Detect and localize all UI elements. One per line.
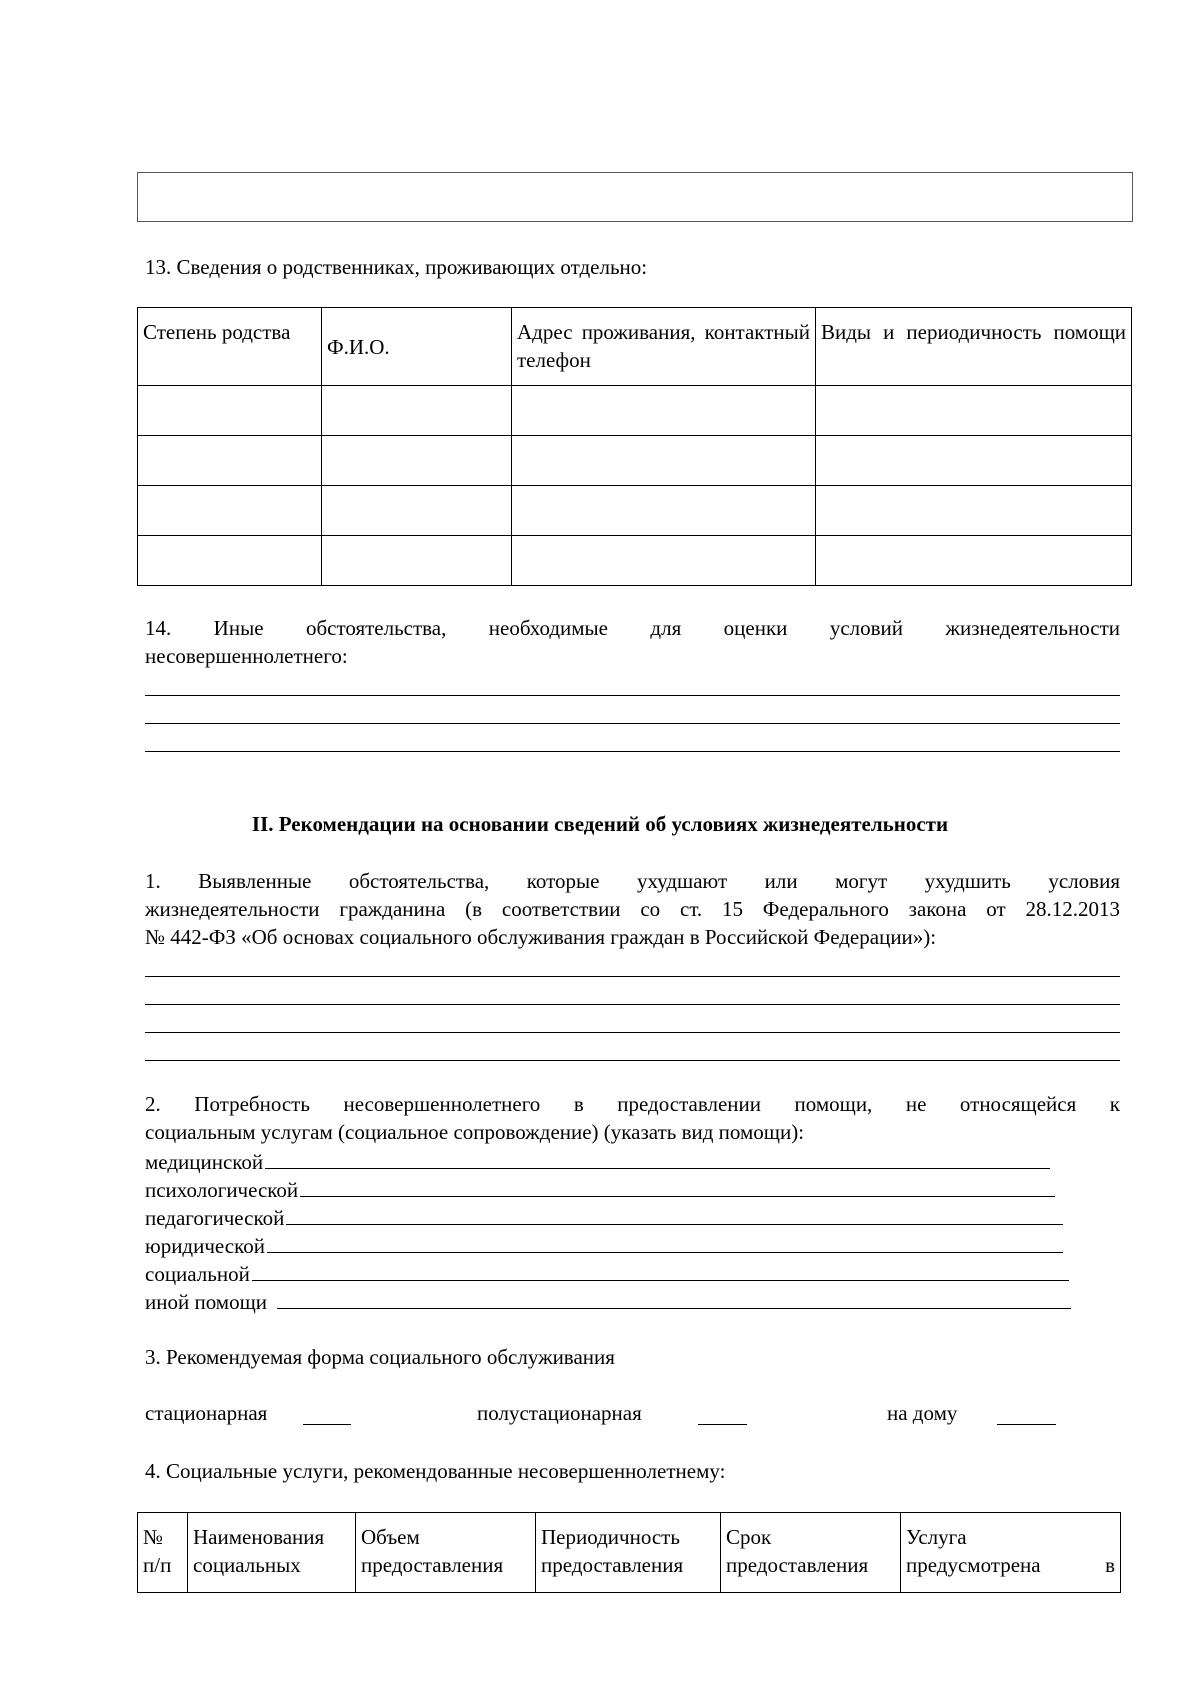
table-cell[interactable] xyxy=(816,536,1132,586)
help-label: иной помощи xyxy=(145,1290,268,1314)
section-14-text xyxy=(145,614,1120,670)
table-cell[interactable] xyxy=(138,436,322,486)
table-row xyxy=(138,536,1132,586)
header-cell-number: № п/п xyxy=(138,1513,188,1593)
answer-line[interactable] xyxy=(145,1032,1120,1033)
item-2-line-2: социальным услугам (социальное сопровождение) (указать вид помощи): xyxy=(145,1120,805,1144)
help-row-legal xyxy=(145,1231,1063,1259)
header-cell-address: Адрес проживания, контактный телефон xyxy=(512,308,816,386)
help-row-medical xyxy=(145,1147,1050,1175)
help-row-social xyxy=(145,1259,1069,1287)
table-cell[interactable] xyxy=(816,436,1132,486)
empty-field-box[interactable] xyxy=(137,172,1133,222)
answer-line[interactable] xyxy=(145,976,1120,977)
answer-line[interactable] xyxy=(145,1004,1120,1005)
item-1-line-1: 1. Выявленные обстоятельства, которые ухудшают или могут ухудшить условия xyxy=(145,869,1120,893)
services-table-header xyxy=(138,1513,1121,1593)
fill-line[interactable] xyxy=(300,1196,1055,1197)
header-cell-volume: Объем предоставления xyxy=(356,1513,536,1593)
header-cell-service-provided: Услуга предусмотрена в xyxy=(901,1513,1121,1593)
table-cell[interactable] xyxy=(322,486,512,536)
table-cell[interactable] xyxy=(322,386,512,436)
help-label: педагогической xyxy=(145,1206,285,1230)
table-cell[interactable] xyxy=(512,486,816,536)
table-cell[interactable] xyxy=(816,486,1132,536)
table-row xyxy=(138,436,1132,486)
header-cell-help: Виды и периодичность помощи xyxy=(816,308,1132,386)
help-label: социальной xyxy=(145,1262,250,1286)
fill-line[interactable] xyxy=(267,1252,1063,1253)
item-1-line-2: жизнедеятельности гражданина (в соответствии со ст. 15 Федерального закона от 28.12.2013 xyxy=(145,897,1120,921)
header-cell-kinship: Степень родства xyxy=(138,308,322,386)
section-13-title: 13. Сведения о родственниках, проживающих отдельно: xyxy=(145,255,648,279)
table-cell[interactable] xyxy=(512,386,816,436)
answer-line[interactable] xyxy=(145,723,1120,724)
table-cell[interactable] xyxy=(322,536,512,586)
section-14-line-2: несовершеннолетнего: xyxy=(145,644,348,668)
services-table xyxy=(137,1512,1121,1593)
header-cell-term: Срок предоставления xyxy=(721,1513,901,1593)
help-label: психологической xyxy=(145,1178,299,1202)
table-cell[interactable] xyxy=(816,386,1132,436)
form-option-inpatient: стационарная xyxy=(145,1401,268,1425)
header-cell-frequency: Периодичность предоставления xyxy=(536,1513,721,1593)
help-row-other xyxy=(145,1287,1071,1315)
answer-line[interactable] xyxy=(145,1060,1120,1061)
relatives-table xyxy=(137,307,1132,586)
table-cell[interactable] xyxy=(138,486,322,536)
table-cell[interactable] xyxy=(138,536,322,586)
table-cell[interactable] xyxy=(322,436,512,486)
table-row xyxy=(138,486,1132,536)
form-option-home-field[interactable] xyxy=(997,1424,1056,1425)
item-2-line-1: 2. Потребность несовершеннолетнего в предоставлении помощи, не относящейся к xyxy=(145,1092,1120,1116)
item-1-text xyxy=(145,867,1120,951)
header-cell-name: Ф.И.О. xyxy=(322,308,512,386)
form-option-inpatient-field[interactable] xyxy=(303,1424,351,1425)
form-option-semi-inpatient: полустационарная xyxy=(477,1401,642,1425)
form-option-home: на дому xyxy=(887,1401,958,1425)
fill-line[interactable] xyxy=(277,1308,1071,1309)
part-2-heading: II. Рекомендации на основании сведений об условиях жизнедеятельности xyxy=(251,812,949,836)
item-4-title: 4. Социальные услуги, рекомендованные несовершеннолетнему: xyxy=(145,1459,726,1483)
fill-line[interactable] xyxy=(286,1224,1063,1225)
help-row-pedagogical xyxy=(145,1203,1063,1231)
fill-line[interactable] xyxy=(265,1168,1050,1169)
table-cell[interactable] xyxy=(138,386,322,436)
section-14-line-1: 14. Иные обстоятельства, необходимые для оценки условий жизнедеятельности xyxy=(145,616,1120,640)
item-3-title: 3. Рекомендуемая форма социального обслуживания xyxy=(145,1345,615,1369)
item-2-text xyxy=(145,1090,1120,1146)
help-label: юридической xyxy=(145,1234,265,1258)
relatives-table-header xyxy=(138,308,1132,386)
answer-line[interactable] xyxy=(145,751,1120,752)
header-cell-service-name: Наименования социальных xyxy=(188,1513,356,1593)
answer-line[interactable] xyxy=(145,695,1120,696)
form-option-semi-inpatient-field[interactable] xyxy=(698,1424,747,1425)
table-cell[interactable] xyxy=(512,536,816,586)
help-row-psychological xyxy=(145,1175,1055,1203)
item-1-line-3: № 442-ФЗ «Об основах социального обслуживания граждан в Российской Федерации»): xyxy=(145,925,937,949)
help-label: медицинской xyxy=(145,1150,264,1174)
table-cell[interactable] xyxy=(512,436,816,486)
table-row xyxy=(138,386,1132,436)
fill-line[interactable] xyxy=(252,1280,1069,1281)
